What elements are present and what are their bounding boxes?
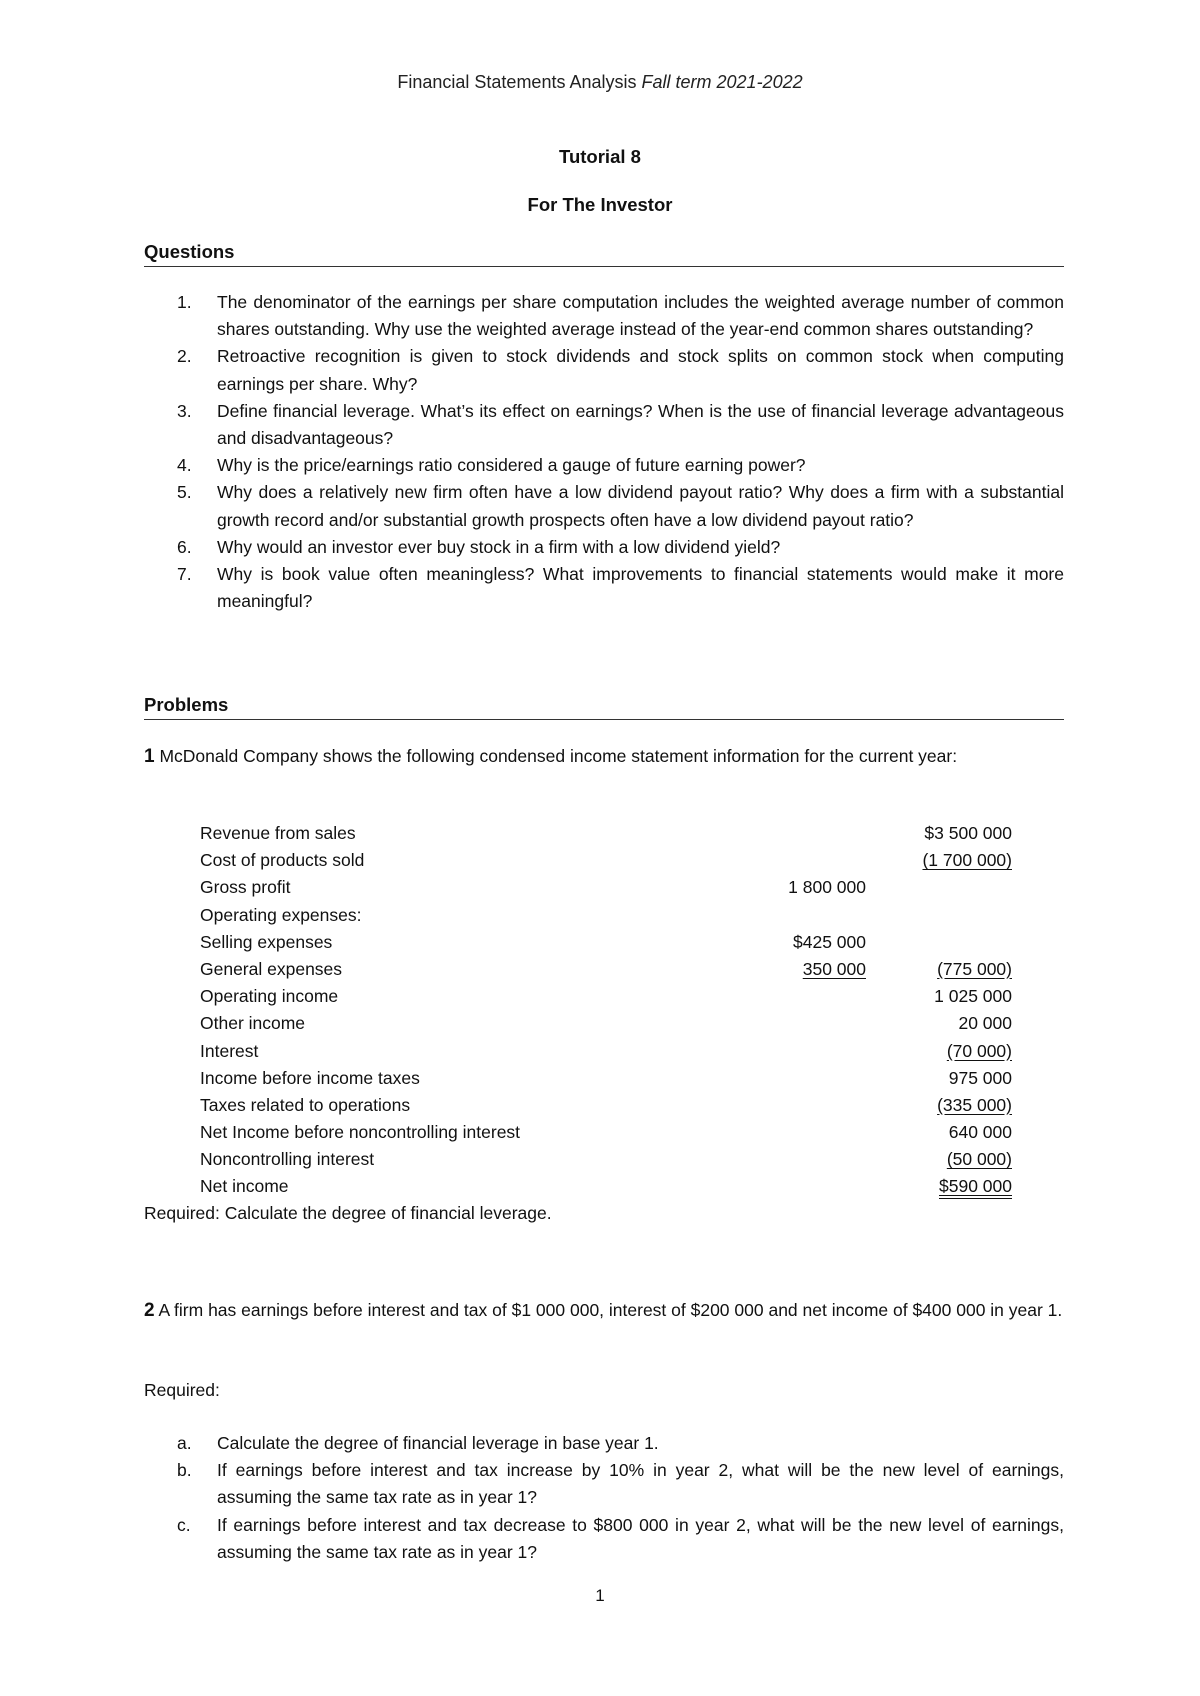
statement-row <box>200 820 1012 847</box>
running-header <box>0 72 1200 93</box>
requirement-item <box>144 1457 1064 1511</box>
statement-total: $590 000 <box>939 1176 1012 1197</box>
statement-row <box>200 1173 1012 1200</box>
statement-row <box>200 983 1012 1010</box>
requirement-item <box>144 1512 1064 1566</box>
statement-row <box>200 1119 1012 1146</box>
statement-row <box>200 874 1012 901</box>
problem-1-required: Required: Calculate the degree of financial leverage. <box>144 1203 552 1223</box>
statement-label: Interest <box>200 1040 259 1061</box>
requirement-text: If earnings before interest and tax increase by 10% in year 2, what will be the new level of earnings, assuming the same tax rate as in year 1? <box>217 1460 1064 1508</box>
statement-label: Operating expenses: <box>200 904 362 925</box>
statement-label: Operating income <box>200 986 339 1007</box>
statement-label: Other income <box>200 1013 306 1034</box>
statement-label: Income before income taxes <box>200 1067 420 1088</box>
document-subtitle: For The Investor <box>527 194 673 215</box>
problem-1-text: McDonald Company shows the following condensed income statement information for the current year: <box>159 746 958 766</box>
statement-row <box>200 929 1012 956</box>
question-item <box>144 343 1064 397</box>
statement-total: $3 500 000 <box>924 823 1012 843</box>
statement-subtotal: 1 800 000 <box>788 877 866 898</box>
question-text: The denominator of the earnings per share computation includes the weighted average number of common shares outstanding. Why use the weighted average instead of the year-end common shares outstanding? <box>217 292 1064 340</box>
statement-row <box>200 956 1012 983</box>
statement-label: Taxes related to operations <box>200 1094 411 1115</box>
page-number: 1 <box>595 1586 605 1605</box>
requirement-letter: a. <box>177 1433 192 1453</box>
questions-list <box>144 289 1064 615</box>
statement-label: Noncontrolling interest <box>200 1149 375 1170</box>
statement-total: (50 000) <box>946 1149 1012 1170</box>
question-number: 5. <box>177 482 192 503</box>
statement-label: Cost of products sold <box>200 850 365 871</box>
statement-row <box>200 902 1012 929</box>
question-item <box>144 479 1064 533</box>
question-number: 1. <box>177 292 192 312</box>
problem-2-required-label: Required: <box>144 1380 220 1400</box>
income-statement <box>200 820 1012 1201</box>
statement-total: 640 000 <box>948 1122 1012 1143</box>
statement-label: Revenue from sales <box>200 823 356 843</box>
statement-total: 1 025 000 <box>934 986 1012 1007</box>
question-item <box>144 452 1064 479</box>
problem-2-intro <box>144 1297 1064 1324</box>
statement-row <box>200 1146 1012 1173</box>
statement-row <box>200 1065 1012 1092</box>
problem-1-number: 1 <box>144 746 155 767</box>
term-label: Fall term 2021-2022 <box>641 72 803 92</box>
requirement-text: Calculate the degree of financial leverage in base year 1. <box>217 1433 659 1453</box>
statement-total: (70 000) <box>946 1040 1012 1061</box>
statement-row <box>200 1010 1012 1037</box>
statement-label: Net income <box>200 1176 289 1197</box>
course-name: Financial Statements Analysis <box>397 72 637 92</box>
statement-label: Selling expenses <box>200 931 333 952</box>
document-title: Tutorial 8 <box>559 146 641 167</box>
question-text: Why does a relatively new firm often have a low dividend payout ratio? Why does a firm with a substantial growth record and/or substantial growth prospects often have a low dividend payout ratio? <box>217 482 1064 530</box>
problem-2-number: 2 <box>144 1300 155 1321</box>
question-number: 3. <box>177 400 192 421</box>
questions-heading: Questions <box>144 241 1064 267</box>
question-item <box>144 561 1064 615</box>
problems-heading: Problems <box>144 694 1064 720</box>
statement-label: Net Income before noncontrolling interest <box>200 1122 521 1143</box>
question-text: Define financial leverage. What’s its effect on earnings? When is the use of financial leverage advantageous and disadvantageous? <box>217 400 1064 449</box>
requirement-letter: c. <box>177 1514 191 1535</box>
question-text: Retroactive recognition is given to stock dividends and stock splits on common stock when computing earnings per share. Why? <box>217 346 1064 394</box>
statement-subtotal: $425 000 <box>793 931 866 952</box>
statement-total: 975 000 <box>948 1067 1012 1088</box>
statement-label: Gross profit <box>200 877 291 898</box>
question-text: Why is book value often meaningless? What improvements to financial statements would make it more meaningful? <box>217 564 1064 612</box>
question-number: 6. <box>177 536 192 557</box>
question-item <box>144 289 1064 343</box>
problem-2-text: A firm has earnings before interest and tax of $1 000 000, interest of $200 000 and net income of $400 000 in year 1. <box>158 1300 1063 1320</box>
statement-row <box>200 847 1012 874</box>
statement-total: (1 700 000) <box>922 850 1012 871</box>
statement-total: (335 000) <box>937 1094 1012 1115</box>
question-number: 4. <box>177 455 192 476</box>
question-text: Why would an investor ever buy stock in a firm with a low dividend yield? <box>217 536 781 557</box>
statement-row <box>200 1038 1012 1065</box>
requirement-text: If earnings before interest and tax decrease to $800 000 in year 2, what will be the new level of earnings, assuming the same tax rate as in year 1? <box>217 1514 1064 1562</box>
question-number: 7. <box>177 564 192 585</box>
question-item <box>144 534 1064 561</box>
question-item <box>144 398 1064 452</box>
question-number: 2. <box>177 346 192 367</box>
statement-total: (775 000) <box>937 958 1012 979</box>
statement-total: 20 000 <box>958 1013 1012 1034</box>
requirement-item <box>144 1430 1064 1457</box>
problem-1-intro <box>144 743 1064 770</box>
problem-2-requirements <box>144 1430 1064 1566</box>
question-text: Why is the price/earnings ratio considered a gauge of future earning power? <box>217 455 806 476</box>
statement-label: General expenses <box>200 958 343 979</box>
requirement-letter: b. <box>177 1460 192 1481</box>
statement-row <box>200 1092 1012 1119</box>
statement-subtotal: 350 000 <box>802 958 866 979</box>
